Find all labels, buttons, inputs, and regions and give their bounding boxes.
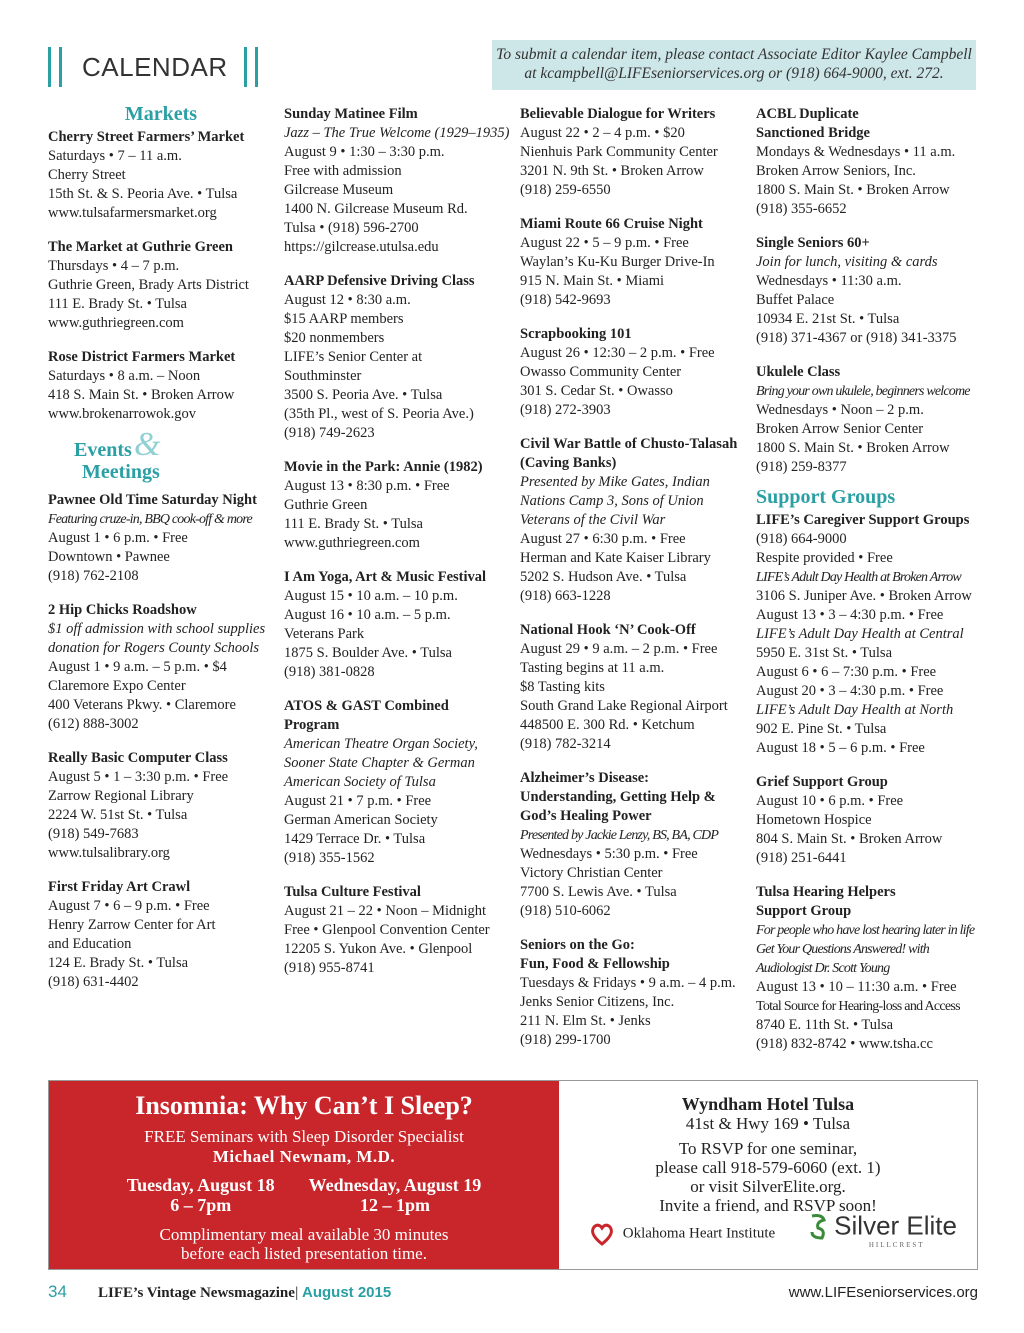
event-note: Featuring cruze-in, BBQ cook-off & more <box>48 512 252 527</box>
event-note: donation for Rogers County Schools <box>48 640 260 656</box>
calendar-item <box>520 325 746 420</box>
event-detail: August 21 • 7 p.m. • Free <box>284 793 432 809</box>
event-detail: 1875 S. Boulder Ave. • Tulsa <box>284 645 452 661</box>
event-detail: 124 E. Brady St. • Tulsa <box>48 955 189 971</box>
event-note: Presented by Jackie Lenzy, BS, BA, CDP <box>520 828 719 843</box>
heart-icon <box>589 1221 615 1247</box>
event-detail: 111 E. Brady St. • Tulsa <box>284 516 423 532</box>
event-detail: August 18 • 5 – 6 p.m. • Free <box>756 740 925 756</box>
event-detail: Jenks Senior Citizens, Inc. <box>520 994 675 1010</box>
event-detail: Gilcrease Museum <box>284 182 394 198</box>
calendar-item <box>756 363 982 477</box>
event-detail: 111 E. Brady St. • Tulsa <box>48 296 187 312</box>
calendar-item <box>48 348 274 424</box>
event-detail: LIFE’s Adult Day Health at Broken Arrow <box>756 570 961 585</box>
event-detail: (918) 355-1562 <box>284 850 375 866</box>
event-detail: 1429 Terrace Dr. • Tulsa <box>284 831 426 847</box>
event-detail: August 21 – 22 • Noon – Midnight <box>284 903 487 919</box>
event-title: National Hook ‘N’ Cook-Off <box>520 622 696 638</box>
event-detail: August 13 • 8:30 p.m. • Free <box>284 478 450 494</box>
event-detail: and Education <box>48 936 132 952</box>
event-detail: Hometown Hospice <box>756 812 872 828</box>
event-note: Bring your own ukulele, beginners welcome <box>756 384 970 399</box>
event-note: American Society of Tulsa <box>284 774 436 790</box>
event-note: Join for lunch, visiting & cards <box>756 254 938 270</box>
column-4 <box>756 105 982 1069</box>
event-detail: 2224 W. 51st St. • Tulsa <box>48 807 188 823</box>
event-detail: Downtown • Pawnee <box>48 549 170 565</box>
event-detail: (918) 510-6062 <box>520 903 611 919</box>
event-detail: August 5 • 1 – 3:30 p.m. • Free <box>48 769 229 785</box>
event-detail: 10934 E. 21st St. • Tulsa <box>756 311 900 327</box>
event-detail: August 6 • 6 – 7:30 p.m. • Free <box>756 664 937 680</box>
event-detail: August 9 • 1:30 – 3:30 p.m. <box>284 144 445 160</box>
event-detail: (918) 299-1700 <box>520 1032 611 1048</box>
event-detail: www.guthriegreen.com <box>284 535 420 551</box>
event-title: Sunday Matinee Film <box>284 106 418 122</box>
event-detail: Tuesdays & Fridays • 9 a.m. – 4 p.m. <box>520 975 736 991</box>
ad-rsvp-1: To RSVP for one seminar, <box>678 1139 858 1158</box>
event-title: I Am Yoga, Art & Music Festival <box>284 569 487 585</box>
event-title: The Market at Guthrie Green <box>48 239 233 255</box>
event-detail: (918) 272-3903 <box>520 402 611 418</box>
event-detail: August 10 • 6 p.m. • Free <box>756 793 904 809</box>
col3-items <box>520 105 746 1050</box>
event-title: God’s Healing Power <box>520 808 652 824</box>
event-detail: Broken Arrow Seniors, Inc. <box>756 163 916 179</box>
ad-meal-note <box>49 1225 559 1263</box>
event-title: Miami Route 66 Cruise Night <box>520 216 703 232</box>
calendar-item <box>48 749 274 863</box>
website-link[interactable]: www.LIFEseniorservices.org <box>788 1284 978 1301</box>
submit-info-box <box>492 40 976 90</box>
calendar-item <box>48 238 274 333</box>
event-title: Ukulele Class <box>756 364 841 380</box>
ad-logos <box>589 1212 957 1255</box>
event-detail: (918) 663-1228 <box>520 588 611 604</box>
event-detail: August 13 • 3 – 4:30 p.m. • Free <box>756 607 944 623</box>
event-title: Movie in the Park: Annie (1982) <box>284 459 483 475</box>
event-detail: German American Society <box>284 812 438 828</box>
event-title: Fun, Food & Fellowship <box>520 956 670 972</box>
event-title: Civil War Battle of Chusto-Talasah <box>520 436 738 452</box>
event-detail: (918) 251-6441 <box>756 850 847 866</box>
event-detail: 1800 S. Main St. • Broken Arrow <box>756 182 950 198</box>
calendar-item <box>48 128 274 223</box>
event-detail: August 7 • 6 – 9 p.m. • Free <box>48 898 210 914</box>
event-detail: (35th Pl., west of S. Peoria Ave.) <box>284 406 474 422</box>
event-title: ACBL Duplicate <box>756 106 859 122</box>
event-detail: Victory Christian Center <box>520 865 663 881</box>
event-title: Scrapbooking 101 <box>520 326 632 342</box>
event-title: LIFE’s Caregiver Support Groups <box>756 512 970 528</box>
event-detail: August 27 • 6:30 p.m. • Free <box>520 531 686 547</box>
event-detail: 418 S. Main St. • Broken Arrow <box>48 387 235 403</box>
event-detail: (918) 542-9693 <box>520 292 611 308</box>
event-detail: (918) 259-6550 <box>520 182 611 198</box>
event-detail: Saturdays • 8 a.m. – Noon <box>48 368 201 384</box>
event-title: Program <box>284 717 340 733</box>
event-note: $1 off admission with school supplies <box>48 621 266 637</box>
event-detail: (918) 355-6652 <box>756 201 847 217</box>
calendar-header <box>48 44 266 90</box>
event-detail: Tulsa • (918) 596-2700 <box>284 220 419 236</box>
event-title: Sanctioned Bridge <box>756 125 870 141</box>
event-note: Nations Camp 3, Sons of Union <box>520 493 704 509</box>
ad-rsvp-4: Invite a friend, and RSVP soon! <box>659 1196 877 1215</box>
event-detail: (918) 549-7683 <box>48 826 139 842</box>
event-title: (Caving Banks) <box>520 455 617 471</box>
event-title: Rose District Farmers Market <box>48 349 236 365</box>
event-title: Tulsa Culture Festival <box>284 884 421 900</box>
calendar-item <box>284 458 510 553</box>
calendar-item <box>284 568 510 682</box>
event-detail: 3201 N. 9th St. • Broken Arrow <box>520 163 704 179</box>
event-detail: August 20 • 3 – 4:30 p.m. • Free <box>756 683 944 699</box>
calendar-item <box>284 697 510 868</box>
event-detail: (918) 832-8742 • www.tsha.cc <box>756 1036 933 1052</box>
submit-line-2: at kcampbell@LIFEseniorservices.org or (918) 664-9000, ext. 272. <box>524 65 944 82</box>
event-title: Believable Dialogue for Writers <box>520 106 716 122</box>
event-detail: August 26 • 12:30 – 2 p.m. • Free <box>520 345 715 361</box>
event-note: Presented by Mike Gates, Indian <box>520 474 710 490</box>
section-heading-markets: Markets <box>124 103 198 125</box>
ad-hotel: Wyndham Hotel Tulsa <box>681 1094 855 1114</box>
event-detail: LIFE’s Senior Center at <box>284 349 423 365</box>
event-detail: August 29 • 9 a.m. – 2 p.m. • Free <box>520 641 718 657</box>
event-detail: (918) 381-0828 <box>284 664 375 680</box>
events-word: Events <box>74 439 132 461</box>
ad-meal-line-2: before each listed presentation time. <box>181 1244 427 1263</box>
event-detail: 400 Veterans Pkwy. • Claremore <box>48 697 236 713</box>
ad-doctor: Michael Newnam, M.D. <box>212 1147 396 1166</box>
event-detail: 211 N. Elm St. • Jenks <box>520 1013 651 1029</box>
event-detail: 1400 N. Gilcrease Museum Rd. <box>284 201 468 217</box>
event-detail: August 13 • 10 – 11:30 a.m. • Free <box>756 979 957 995</box>
event-detail: www.tulsafarmersmarket.org <box>48 205 217 221</box>
calendar-item <box>48 491 274 586</box>
event-detail: $20 nonmembers <box>284 330 385 346</box>
ad-location: 41st & Hwy 169 • Tulsa <box>685 1114 851 1133</box>
event-detail: Mondays & Wednesdays • 11 a.m. <box>756 144 956 160</box>
calendar-item <box>520 215 746 310</box>
header-bar-left-2 <box>59 47 62 87</box>
event-detail: 5202 S. Hudson Ave. • Tulsa <box>520 569 687 585</box>
event-detail: Buffet Palace <box>756 292 835 308</box>
page-number: 34 <box>48 1282 67 1301</box>
event-detail: 8740 E. 11th St. • Tulsa <box>756 1017 894 1033</box>
event-detail: August 16 • 10 a.m. – 5 p.m. <box>284 607 451 623</box>
col1-items-b <box>48 491 274 992</box>
calendar-item <box>756 773 982 868</box>
event-title: Single Seniors 60+ <box>756 235 870 251</box>
event-detail: www.brokenarrowok.gov <box>48 406 197 422</box>
ad-time-2: 12 – 1pm <box>359 1195 430 1215</box>
event-detail: For people who have lost hearing later in life <box>756 923 975 938</box>
event-detail: 12205 S. Yukon Ave. • Glenpool <box>284 941 473 957</box>
silver-elite-icon <box>808 1212 830 1240</box>
event-detail: 15th St. & S. Peoria Ave. • Tulsa <box>48 186 238 202</box>
ad-day-1: Tuesday, August 18 <box>126 1175 275 1195</box>
calendar-item <box>756 234 982 348</box>
event-detail: August 1 • 9 a.m. – 5 p.m. • $4 <box>48 659 227 675</box>
event-detail: Cherry Street <box>48 167 126 183</box>
calendar-item <box>48 601 274 734</box>
event-detail: Herman and Kate Kaiser Library <box>520 550 711 566</box>
ad-red-panel <box>49 1081 559 1269</box>
silver-elite-logo: Silver Elite HILLCREST <box>808 1212 957 1255</box>
column-1 <box>48 105 274 1007</box>
event-title: Cherry Street Farmers’ Market <box>48 129 245 145</box>
event-detail: (918) 782-3214 <box>520 736 611 752</box>
event-detail: (918) 631-4402 <box>48 974 139 990</box>
event-detail: LIFE’s Adult Day Health at Central <box>756 626 964 642</box>
oklahoma-heart-institute-logo: Oklahoma Heart Institute <box>589 1221 775 1247</box>
event-detail: August 22 • 2 – 4 p.m. • $20 <box>520 125 685 141</box>
event-detail: https://gilcrease.utulsa.edu <box>284 239 439 255</box>
col4-items-b <box>756 511 982 1054</box>
event-detail: Wednesdays • 5:30 p.m. • Free <box>520 846 698 862</box>
event-detail: (918) 371-4367 or (918) 341-3375 <box>756 330 957 346</box>
event-detail: 7700 S. Lewis Ave. • Tulsa <box>520 884 677 900</box>
event-detail: Free with admission <box>284 163 402 179</box>
event-detail: 902 E. Pine St. • Tulsa <box>756 721 887 737</box>
submit-line-1: To submit a calendar item, please contact Associate Editor Kaylee Campbell <box>496 46 972 63</box>
magazine-name: LIFE’s Vintage Newsmagazine| August 2015 <box>98 1284 392 1301</box>
event-detail: (918) 259-8377 <box>756 459 847 475</box>
event-detail: (918) 664-9000 <box>756 531 847 547</box>
event-title: Understanding, Getting Help & <box>520 789 716 805</box>
event-detail: Henry Zarrow Center for Art <box>48 917 216 933</box>
ad-info-panel <box>559 1081 977 1269</box>
ad-dates <box>49 1175 559 1215</box>
event-title: 2 Hip Chicks Roadshow <box>48 602 197 618</box>
ad-title: Insomnia: Why Can’t I Sleep? <box>135 1091 473 1120</box>
event-detail: Guthrie Green <box>284 497 368 513</box>
ad-rsvp-2: please call 918-579-6060 (ext. 1) <box>655 1158 881 1177</box>
event-detail: Thursdays • 4 – 7 p.m. <box>48 258 180 274</box>
event-detail: 804 S. Main St. • Broken Arrow <box>756 831 943 847</box>
event-detail: Total Source for Hearing-loss and Access <box>756 999 960 1014</box>
event-detail: 448500 E. 300 Rd. • Ketchum <box>520 717 695 733</box>
event-title: Support Group <box>756 903 852 919</box>
ad-day-2: Wednesday, August 19 <box>308 1175 482 1195</box>
calendar-item <box>756 105 982 219</box>
event-detail: August 1 • 6 p.m. • Free <box>48 530 188 546</box>
event-title: Grief Support Group <box>756 774 888 790</box>
event-detail: Veterans Park <box>284 626 365 642</box>
event-detail: 301 S. Cedar St. • Owasso <box>520 383 673 399</box>
event-detail: Get Your Questions Answered! with <box>756 942 929 957</box>
event-title: Really Basic Computer Class <box>48 750 228 766</box>
section-heading-support-groups: Support Groups <box>756 486 896 508</box>
calendar-item <box>284 272 510 443</box>
event-detail: Respite provided • Free <box>756 550 893 566</box>
event-note: Jazz – The True Welcome (1929–1935) <box>284 125 510 141</box>
event-detail: Wednesdays • 11:30 a.m. <box>756 273 902 289</box>
col1-items-a <box>48 128 274 424</box>
event-detail: $8 Tasting kits <box>520 679 605 695</box>
header-bar-right-1 <box>244 47 247 87</box>
event-note: American Theatre Organ Society, <box>284 736 478 752</box>
calendar-item <box>284 883 510 978</box>
event-detail: $15 AARP members <box>284 311 404 327</box>
event-title: Seniors on the Go: <box>520 937 635 953</box>
event-detail: Nienhuis Park Community Center <box>520 144 718 160</box>
calendar-item <box>520 105 746 200</box>
event-detail: Zarrow Regional Library <box>48 788 194 804</box>
event-detail: 3500 S. Peoria Ave. • Tulsa <box>284 387 443 403</box>
event-detail: www.tulsalibrary.org <box>48 845 170 861</box>
event-detail: www.guthriegreen.com <box>48 315 184 331</box>
event-detail: Tasting begins at 11 a.m. <box>520 660 665 676</box>
event-detail: Wednesdays • Noon – 2 p.m. <box>756 402 924 418</box>
event-detail: 3106 S. Juniper Ave. • Broken Arrow <box>756 588 972 604</box>
event-detail: August 15 • 10 a.m. – 10 p.m. <box>284 588 458 604</box>
event-detail: Free • Glenpool Convention Center <box>284 922 490 938</box>
section-heading-events-meetings <box>48 426 274 487</box>
event-title: ATOS & GAST Combined <box>284 698 449 714</box>
event-detail: August 22 • 5 – 9 p.m. • Free <box>520 235 689 251</box>
event-title: AARP Defensive Driving Class <box>284 273 475 289</box>
event-detail: August 12 • 8:30 a.m. <box>284 292 411 308</box>
event-detail: 1800 S. Main St. • Broken Arrow <box>756 440 950 456</box>
event-detail: LIFE’s Adult Day Health at North <box>756 702 954 718</box>
event-detail: (612) 888-3002 <box>48 716 139 732</box>
event-detail: Audiologist Dr. Scott Young <box>756 961 890 976</box>
column-3 <box>520 105 746 1065</box>
calendar-item <box>756 883 982 1054</box>
event-detail: Waylan’s Ku-Ku Burger Drive-In <box>520 254 715 270</box>
calendar-item <box>48 878 274 992</box>
calendar-item <box>284 105 510 257</box>
column-2 <box>284 105 510 993</box>
event-detail: Claremore Expo Center <box>48 678 186 694</box>
calendar-item <box>520 936 746 1050</box>
page-title: CALENDAR <box>82 51 228 82</box>
ad-rsvp-3: or visit SilverElite.org. <box>690 1177 846 1196</box>
ad-meal-line-1: Complimentary meal available 30 minutes <box>159 1225 449 1244</box>
event-detail: 915 N. Main St. • Miami <box>520 273 665 289</box>
header-bar-left-1 <box>48 47 51 87</box>
event-detail: (918) 749-2623 <box>284 425 375 441</box>
header-bar-right-2 <box>255 47 258 87</box>
event-detail: Broken Arrow Senior Center <box>756 421 924 437</box>
calendar-item <box>520 435 746 606</box>
calendar-item <box>520 769 746 921</box>
event-detail: (918) 762-2108 <box>48 568 139 584</box>
event-note: Veterans of the Civil War <box>520 512 666 528</box>
col4-items-a <box>756 105 982 477</box>
event-detail: Saturdays • 7 – 11 a.m. <box>48 148 182 164</box>
event-detail: (918) 955-8741 <box>284 960 375 976</box>
event-title: Alzheimer’s Disease: <box>520 770 649 786</box>
event-detail: Southminster <box>284 368 362 384</box>
ad-subtitle: FREE Seminars with Sleep Disorder Specialist <box>144 1127 464 1146</box>
event-title: Tulsa Hearing Helpers <box>756 884 896 900</box>
event-title: Pawnee Old Time Saturday Night <box>48 492 257 508</box>
event-detail: Guthrie Green, Brady Arts District <box>48 277 249 293</box>
ad-time-1: 6 – 7pm <box>170 1195 232 1215</box>
meetings-word: Meetings <box>82 461 160 483</box>
insomnia-seminar-ad <box>48 1080 978 1270</box>
ampersand: & <box>134 426 161 463</box>
event-detail: 5950 E. 31st St. • Tulsa <box>756 645 893 661</box>
calendar-item <box>756 511 982 758</box>
col2-items <box>284 105 510 978</box>
event-title: First Friday Art Crawl <box>48 879 191 895</box>
calendar-item <box>520 621 746 754</box>
event-detail: South Grand Lake Regional Airport <box>520 698 728 714</box>
event-detail: Owasso Community Center <box>520 364 682 380</box>
event-note: Sooner State Chapter & German <box>284 755 475 771</box>
